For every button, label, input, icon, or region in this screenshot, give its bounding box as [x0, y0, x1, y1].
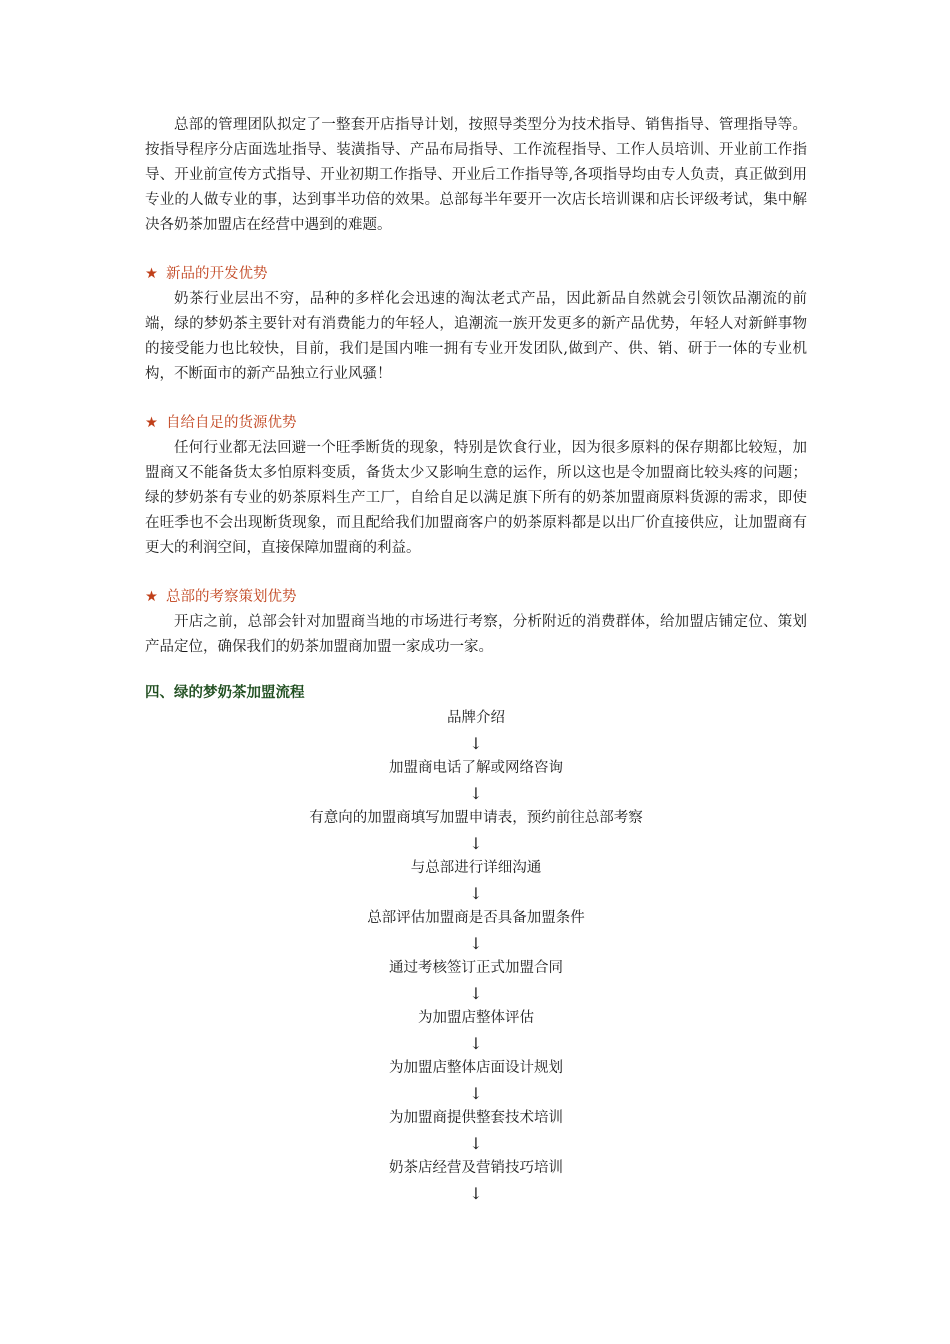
arrow-down-icon: ↓: [469, 1184, 483, 1203]
process-step: 通过考核签订正式加盟合同: [389, 960, 563, 976]
arrow-down-icon: ↓: [469, 1134, 483, 1153]
arrow-down-icon: ↓: [469, 834, 483, 853]
process-step: 总部评估加盟商是否具备加盟条件: [367, 910, 585, 926]
star-icon: ★: [145, 266, 158, 282]
section-planning: [145, 585, 807, 660]
arrow-down-icon: ↓: [469, 734, 483, 753]
star-icon: ★: [145, 415, 158, 431]
section-title: 自给自足的货源优势: [166, 415, 297, 431]
section-heading: [145, 585, 807, 610]
arrow-down-icon: ↓: [469, 1034, 483, 1053]
section-body: 任何行业都无法回避一个旺季断货的现象，特别是饮食行业，因为很多原料的保存期都比较短，加盟商又不能备货太多怕原料变质，备货太少又影响生意的运作，所以这也是令加盟商比较头疼的问题；绿的梦奶茶有专业的奶茶原料生产工厂，自给自足以满足旗下所有的奶茶加盟商原料货源的需求，即使在旺季也不会出现断货现象，而且配给我们加盟商客户的奶茶原料都是以出厂价直接供应，让加盟商有更大的利润空间，直接保障加盟商的利益。: [145, 440, 807, 556]
process-step: 有意向的加盟商填写加盟申请表，预约前往总部考察: [309, 810, 643, 826]
arrow-down-icon: ↓: [469, 934, 483, 953]
section-title: 新品的开发优势: [166, 266, 268, 282]
process-title: 四、绿的梦奶茶加盟流程: [145, 685, 305, 701]
arrow-down-icon: ↓: [469, 984, 483, 1003]
process-step: 与总部进行详细沟通: [410, 860, 542, 876]
intro-paragraph: 总部的管理团队拟定了一整套开店指导计划，按照导类型分为技术指导、销售指导、管理指导等。按指导程序分店面选址指导、装潢指导、产品布局指导、工作流程指导、工作人员培训、开业前工作指导、开业前宣传方式指导、开业初期工作指导、开业后工作指导等,各项指导均由专人负责，真正做到用专业的人做专业的事，达到事半功倍的效果。总部每半年要开一次店长培训课和店长评级考试，集中解决各奶茶加盟店在经营中遇到的难题。: [145, 117, 807, 233]
document-content: [145, 113, 807, 1206]
process-step: 为加盟店整体店面设计规划: [389, 1060, 563, 1076]
process-step: 奶茶店经营及营销技巧培训: [389, 1160, 563, 1176]
section-body: 奶茶行业层出不穷，品种的多样化会迅速的淘汰老式产品，因此新品自然就会引领饮品潮流的前端，绿的梦奶茶主要针对有消费能力的年轻人，追潮流一族开发更多的新产品优势，年轻人对新鲜事物的接受能力也比较快，目前，我们是国内唯一拥有专业开发团队,做到产、供、销、研于一体的专业机构，不断面市的新产品独立行业风骚！: [145, 291, 807, 382]
section-heading: [145, 262, 807, 287]
section-new-products: [145, 262, 807, 387]
star-icon: ★: [145, 589, 158, 605]
section-heading: [145, 411, 807, 436]
process-step: 为加盟店整体评估: [418, 1010, 534, 1026]
process-step: 为加盟商提供整套技术培训: [389, 1110, 563, 1126]
arrow-down-icon: ↓: [469, 784, 483, 803]
arrow-down-icon: ↓: [469, 884, 483, 903]
process-step: 加盟商电话了解或网络咨询: [389, 760, 563, 776]
section-body: 开店之前，总部会针对加盟商当地的市场进行考察，分析附近的消费群体，给加盟店铺定位、策划产品定位，确保我们的奶茶加盟商加盟一家成功一家。: [145, 614, 807, 655]
section-title: 总部的考察策划优势: [166, 589, 297, 605]
arrow-down-icon: ↓: [469, 1084, 483, 1103]
section-supply: [145, 411, 807, 561]
process-step: 品牌介绍: [447, 710, 505, 726]
process-flowchart: [145, 706, 807, 1206]
